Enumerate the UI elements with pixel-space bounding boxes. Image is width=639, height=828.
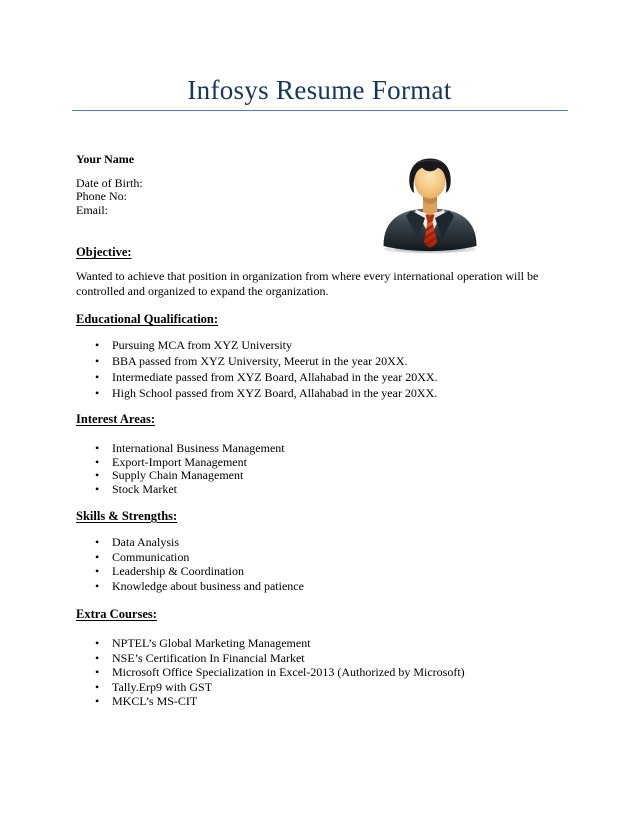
contact-block <box>76 177 567 217</box>
list-item: • Stock Market <box>94 483 567 497</box>
list-item: • Communication <box>94 550 567 565</box>
list-item: • Supply Chain Management <box>94 469 567 483</box>
extra-courses-section <box>76 607 567 709</box>
title-divider <box>72 110 568 111</box>
list-item: • MKCL’s MS-CIT <box>94 694 567 709</box>
interest-areas-list <box>94 442 567 496</box>
list-item: • International Business Management <box>94 442 567 456</box>
extra-courses-heading: Extra Courses: <box>76 607 157 622</box>
document-title: Infosys Resume Format <box>187 75 452 105</box>
list-item: • Export-Import Management <box>94 456 567 470</box>
list-item: • Pursuing MCA from XYZ University <box>94 337 567 353</box>
list-item: • NSE’s Certification In Financial Market <box>94 651 567 666</box>
education-section <box>76 312 567 401</box>
extra-courses-list <box>94 636 567 709</box>
skills-strengths-list <box>94 535 567 593</box>
list-item: • Intermediate passed from XYZ Board, Allahabad in the year 20XX. <box>94 369 567 385</box>
skills-strengths-section <box>76 509 567 593</box>
interest-areas-heading: Interest Areas: <box>76 412 156 427</box>
list-item: • NPTEL’s Global Marketing Management <box>94 636 567 651</box>
education-list <box>94 337 567 401</box>
list-item: • Microsoft Office Specialization in Excel-2013 (Authorized by Microsoft) <box>94 665 567 680</box>
date-of-birth-label: Date of Birth: <box>76 176 143 190</box>
objective-section <box>76 245 567 298</box>
list-item: • Leadership & Coordination <box>94 564 567 579</box>
objective-heading: Objective: <box>76 245 132 260</box>
interest-areas-section <box>76 412 567 496</box>
skills-strengths-heading: Skills & Strengths: <box>76 509 178 524</box>
list-item: • Tally.Erp9 with GST <box>94 680 567 695</box>
education-heading: Educational Qualification: <box>76 312 219 327</box>
objective-text: Wanted to achieve that position in organization from where every international operation will be controlled and organized to expand the organization. <box>76 269 539 298</box>
email-label: Email: <box>76 202 108 217</box>
businessman-avatar-icon <box>380 153 480 255</box>
list-item: • Data Analysis <box>94 535 567 550</box>
resume-body <box>0 152 639 709</box>
phone-label: Phone No: <box>76 189 127 204</box>
list-item: • High School passed from XYZ Board, Allahabad in the year 20XX. <box>94 385 567 401</box>
list-item: • BBA passed from XYZ University, Meerut in the year 20XX. <box>94 353 567 369</box>
person-name: Your Name <box>76 152 135 166</box>
list-item: • Knowledge about business and patience <box>94 579 567 594</box>
